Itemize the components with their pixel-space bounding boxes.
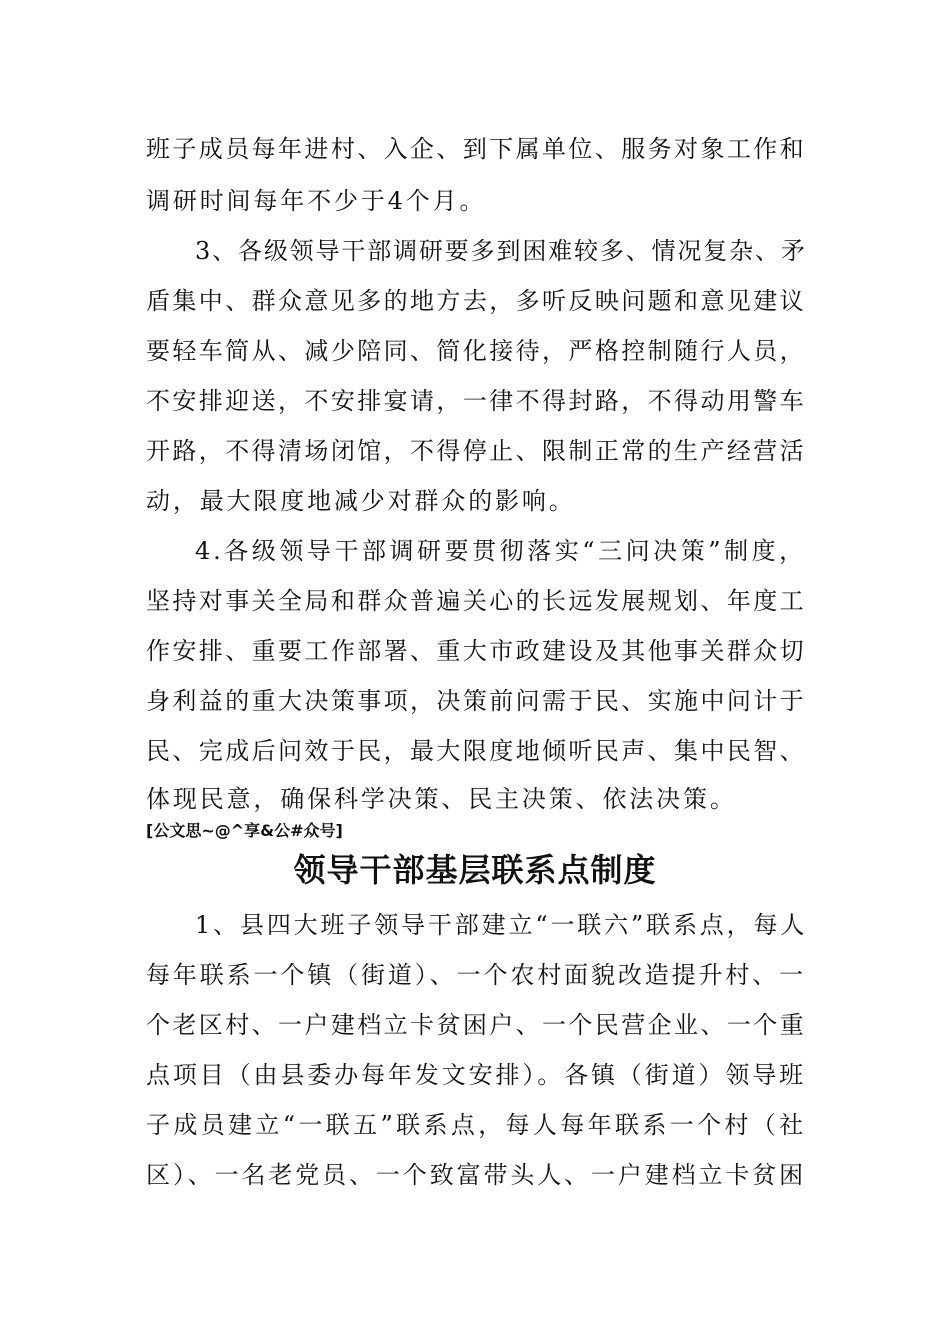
source-tag: [公文思~@^享&公#众号] [146,821,343,840]
paragraph-4-start: 4.各级领导干部调研要贯彻落实“三问决策”制度， [195,537,806,565]
text-line: 坚持对事关全局和群众普遍关心的长远发展规划、年度工 [146,587,806,615]
text-line: 身利益的重大决策事项，决策前问需于民、实施中问计于 [146,687,806,715]
text-line: 动，最大限度地减少对群众的影响。 [146,487,576,515]
paragraph-3-start: 3、各级领导干部调研要多到困难较多、情况复杂、矛 [195,237,807,265]
text-line: 盾集中、群众意见多的地方去，多听反映问题和意见建议 [146,287,806,315]
text-line: 不安排迎送，不安排宴请，一律不得封路，不得动用警车 [146,387,806,415]
text-line: 作安排、重要工作部署、重大市政建设及其他事关群众切 [146,637,806,665]
text-line: 点项目（由县委办每年发文安排）。各镇（街道）领导班 [146,1061,806,1089]
text-line: 个老区村、一户建档立卡贫困户、一个民营企业、一个重 [146,1011,806,1039]
text-line: 班子成员每年进村、入企、到下属单位、服务对象工作和 [146,135,806,163]
text-line: 体现民意，确保科学决策、民主决策、依法决策。 [146,785,737,813]
text-line: 开路，不得清场闭馆，不得停止、限制正常的生产经营活 [146,437,806,465]
section-title: 领导干部基层联系点制度 [293,851,657,889]
text-line: 民、完成后问效于民，最大限度地倾听民声、集中民智、 [146,737,806,765]
paragraph-1-start: 1、县四大班子领导干部建立“一联六”联系点，每人 [195,911,808,939]
text-line: 每年联系一个镇（街道）、一个农村面貌改造提升村、一 [146,961,806,989]
text-line: 调研时间每年不少于4个月。 [146,187,487,215]
text-line: 子成员建立“一联五”联系点，每人每年联系一个村（社 [146,1111,806,1139]
text-line: 区）、一名老党员、一个致富带头人、一户建档立卡贫困 [146,1161,806,1189]
text-line: 要轻车简从、减少陪同、简化接待，严格控制随行人员， [146,337,806,365]
